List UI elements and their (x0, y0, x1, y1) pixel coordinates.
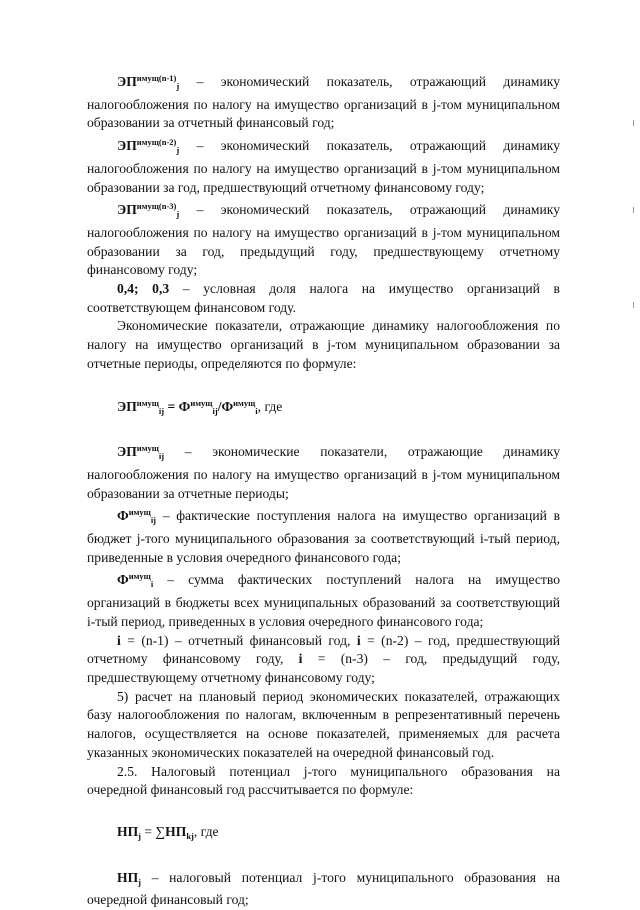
subscript: ij (158, 405, 165, 416)
formula-np (87, 823, 560, 846)
symbol: Ф (117, 572, 129, 588)
formula-tail: , где (193, 823, 219, 839)
formula-term: НП (165, 823, 187, 839)
scan-mark (633, 207, 634, 213)
superscript: имущ(n-2) (136, 137, 177, 148)
subscript: j (176, 81, 180, 91)
superscript: имущ (136, 443, 159, 454)
subscript: ij (150, 515, 157, 526)
symbol: ЭП (117, 202, 137, 218)
symbol: i (356, 632, 361, 648)
spacer (87, 800, 560, 823)
formula-term: Ф (221, 398, 234, 414)
definition-text: = (n-3) – год, предыдущий году, предшествующему отчетному финансовому году; (87, 651, 560, 685)
symbol: 0,4; 0,3 (117, 281, 170, 297)
definition-ep-ij (87, 439, 560, 503)
subscript: i (255, 405, 258, 416)
superscript: имущ (128, 571, 151, 582)
paragraph-2-5: 2.5. Налоговый потенциал j-того муниципального образования на очередной финансовый год рассчитывается по формуле: (87, 763, 560, 798)
superscript: имущ (233, 397, 256, 408)
spacer (87, 846, 560, 869)
subscript: ij (212, 405, 218, 416)
symbol: ЭП (117, 138, 137, 154)
superscript: имущ (128, 507, 151, 518)
definition-text: – экономический показатель, отражающий динамику налогообложения по налогу на имущество организаций в j-том муниципальном образовании за год, предыдущий году, предшествующему отчетному финансовому году; (87, 202, 560, 278)
superscript: имущ (190, 397, 213, 408)
definition-ep-n3 (87, 197, 560, 280)
definition-text: – условная доля налога на имущество организаций в соответствующем финансовом году. (87, 281, 560, 315)
definition-text: – экономический показатель, отражающий динамику налогообложения по налогу на имущество организаций в j-том муниципальном образовании за отчетный финансовый год; (87, 74, 560, 131)
subscript: j (176, 145, 180, 156)
subscript: ij (158, 451, 165, 462)
definition-text: – фактические поступления налога на имущество организаций в бюджет j-того муниципального образования за соответствующий i-тый период, приведенные в условия очередного финансового года; (87, 508, 560, 565)
definition-ep-n1 (87, 69, 560, 133)
symbol: i (117, 632, 121, 648)
definition-text: = (n-1) – отчетный финансовый год, (120, 632, 357, 648)
definition-np-j (87, 869, 560, 910)
subscript: kj (186, 830, 194, 841)
formula-tail: , где (257, 398, 283, 414)
symbol: НП (117, 869, 139, 885)
definition-ep-n2 (87, 133, 560, 197)
division-sign: / (217, 398, 222, 414)
equals-sum-sign: = ∑ (141, 823, 166, 839)
scan-mark (633, 302, 634, 308)
superscript: имущ(n-3) (136, 201, 177, 212)
formula-lhs: НП (117, 823, 139, 839)
equals-sign: = (164, 398, 179, 414)
formula-lhs: ЭП (117, 398, 137, 414)
symbol: i (298, 651, 303, 667)
document-page (87, 69, 560, 910)
definition-text: – экономические показатели, отражающие динамику налогообложения по налогу на имущество организаций в j-том муниципальном образовании за отчетные периоды; (87, 444, 560, 501)
formula-term: Ф (178, 398, 191, 414)
definition-text: – налоговый потенциал j-того муниципального образования на очередной финансовый год; (87, 869, 560, 908)
subscript: j (138, 876, 141, 887)
paragraph-formula-intro: Экономические показатели, отражающие динамику налогообложения по налогу на имущество организаций в j-том муниципальном образовании за отчетные периоды, определяются по формуле: (87, 318, 560, 371)
definition-f-i (87, 567, 560, 631)
scan-mark (633, 120, 634, 126)
definition-f-ij (87, 503, 560, 567)
superscript: имущ (136, 397, 159, 408)
definition-text: – сумма фактических поступлений налога на имущество организаций в бюджеты всех муниципальных образований за соответствующий i-тый период, приведенных в условия очередного финансового года; (87, 572, 560, 629)
subscript: i (150, 579, 154, 590)
definition-shares (87, 280, 560, 317)
definition-text: = (n-2) – год, предшествующий отчетному финансовому году, (87, 632, 560, 667)
definition-text: – экономический показатель, отражающий динамику налогообложения по налогу на имущество организаций в j-том муниципальном образовании за год, предшествующий отчетному финансовому году; (87, 138, 560, 195)
superscript: имущ(n-1) (136, 73, 177, 83)
definition-i-values (87, 632, 560, 688)
subscript: j (176, 209, 180, 220)
symbol: ЭП (117, 74, 137, 89)
subscript: j (138, 830, 141, 841)
formula-ep (87, 394, 560, 421)
symbol: Ф (117, 508, 129, 524)
symbol: ЭП (117, 444, 137, 460)
paragraph-item-5: 5) расчет на плановый период экономических показателей, отражающих базу налогообложения по налогам, включенным в репрезентативный перечень налогов, осуществляется на основе показателей, применяемых для расчета указанных экономических показателей на очередной финансовый год. (87, 688, 560, 760)
spacer (87, 420, 560, 439)
spacer (87, 374, 560, 394)
